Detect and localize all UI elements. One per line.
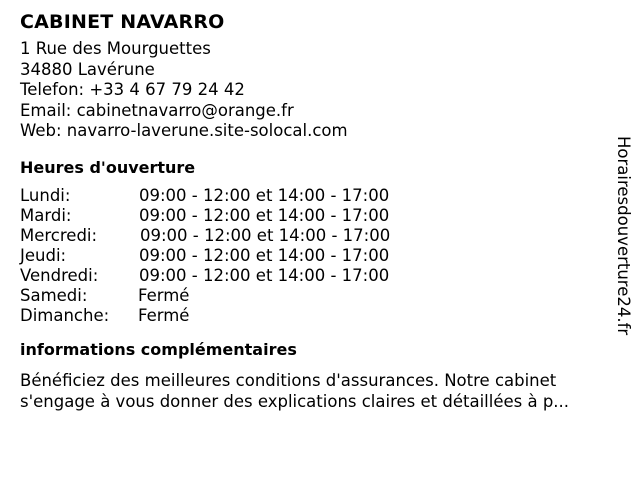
business-name: CABINET NAVARRO — [20, 11, 225, 33]
day-label: Vendredi: — [20, 265, 99, 285]
day-label: Lundi: — [20, 185, 71, 205]
info-text-line-1: Bénéficiez des meilleures conditions d'assurances. Notre cabinet — [20, 370, 557, 390]
info-description — [20, 370, 600, 412]
address-line-1: 1 Rue des Mourguettes — [20, 39, 211, 58]
hours-table — [20, 186, 600, 326]
day-label: Jeudi: — [20, 245, 67, 265]
info-heading: informations complémentaires — [20, 339, 297, 359]
time-value: 09:00 - 12:00 et 14:00 - 17:00 — [139, 245, 390, 265]
web-line: Web: navarro-laverune.site-solocal.com — [20, 121, 348, 140]
info-text-line-2: s'engage à vous donner des explications claires et détaillées à p... — [20, 391, 570, 411]
time-value: Fermé — [138, 285, 190, 305]
hours-row-thursday — [20, 246, 600, 266]
hours-row-saturday — [20, 286, 600, 306]
email-line: Email: cabinetnavarro@orange.fr — [20, 100, 294, 120]
day-label: Samedi: — [20, 285, 88, 305]
day-label: Dimanche: — [20, 305, 110, 325]
hours-row-tuesday — [20, 206, 600, 226]
watermark-container — [612, 136, 634, 346]
hours-row-wednesday — [20, 226, 600, 246]
day-label: Mercredi: — [20, 225, 98, 245]
phone-line: Telefon: +33 4 67 79 24 42 — [20, 80, 245, 99]
time-value: Fermé — [138, 305, 190, 325]
address-line-2: 34880 Lavérune — [20, 59, 155, 79]
contact-block — [20, 39, 600, 142]
hours-row-friday — [20, 266, 600, 286]
hours-row-monday — [20, 186, 600, 206]
time-value: 09:00 - 12:00 et 14:00 - 17:00 — [139, 265, 390, 285]
hours-row-sunday — [20, 306, 600, 326]
business-card — [20, 8, 600, 412]
time-value: 09:00 - 12:00 et 14:00 - 17:00 — [139, 185, 390, 205]
site-watermark: Horairesdouverture24.fr — [614, 136, 633, 336]
hours-heading: Heures d'ouverture — [20, 157, 196, 177]
day-label: Mardi: — [20, 205, 72, 225]
time-value: 09:00 - 12:00 et 14:00 - 17:00 — [139, 205, 390, 225]
time-value: 09:00 - 12:00 et 14:00 - 17:00 — [140, 225, 391, 245]
